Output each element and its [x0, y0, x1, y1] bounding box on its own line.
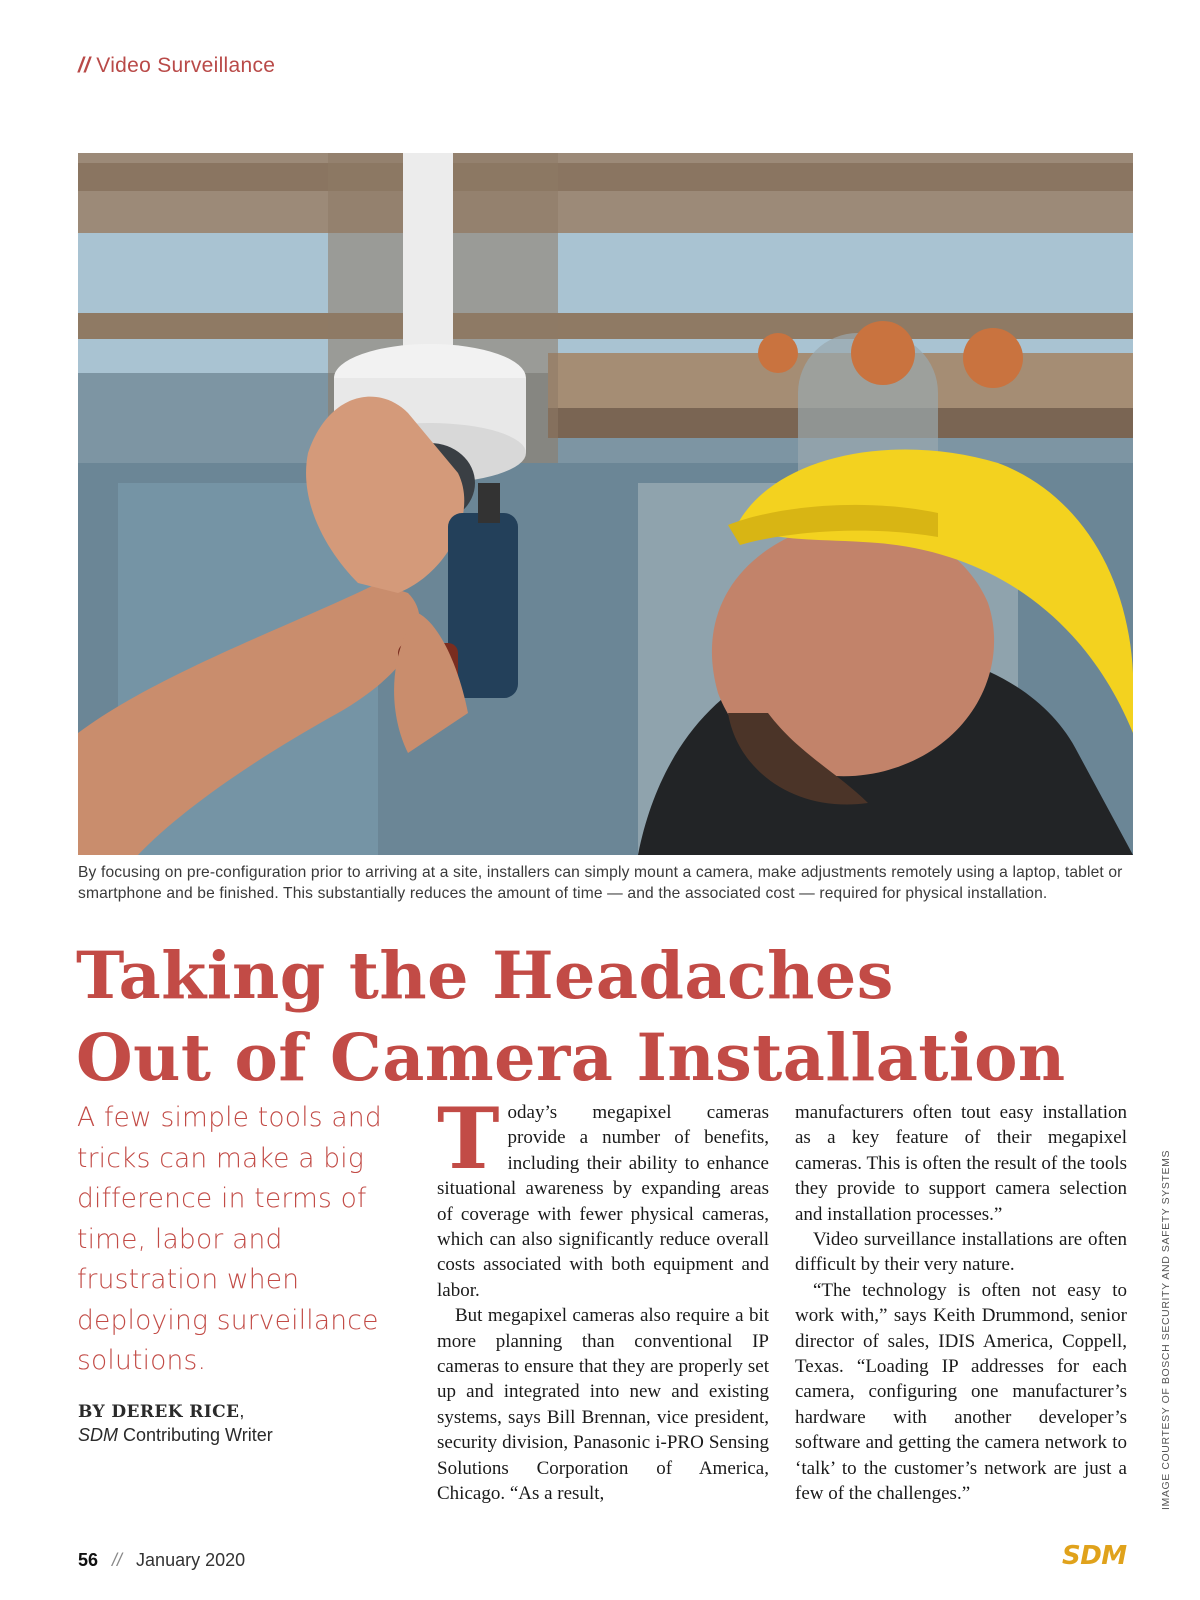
byline-comma: , [239, 1401, 245, 1421]
section-slashes: // [78, 54, 91, 77]
section-label: Video Surveillance [96, 54, 276, 77]
page-footer [78, 1550, 245, 1571]
photo-caption: By focusing on pre-configuration prior to arriving at a site, installers can simply mount a camera, make adjustments remotely using a laptop, tablet or smartphone and be finished. This substantially reduces the amount of time — and the associated cost — required for physical installation. [78, 864, 1123, 902]
paragraph: “The technology is often not easy to work with,” says Keith Drummond, senior director of sales, IDIS America, Coppell, Texas. “Loading IP addresses for each camera, configuring one manufacturer’s hardware with another developer’s software and getting the camera network to ‘talk’ to the customer’s network are just a few of the challenges.” [795, 1279, 1127, 1505]
article-photo [78, 153, 1133, 855]
paragraph: But megapixel cameras also require a bit more planning than conventional IP cameras to ensure that they are properly set up and integrated into new and existing systems, says Bill Brennan, vice president, security division, Panasonic i-PRO Sensing Solutions Corporation of America, Chicago. “As a result, [437, 1305, 769, 1505]
footer-separator: // [112, 1550, 123, 1570]
paragraph: Video surveillance installations are often difficult by their very nature. [795, 1229, 1127, 1276]
article-headline [76, 935, 1156, 1099]
paragraph [437, 1089, 769, 1303]
section-tag [78, 54, 275, 78]
byline-publication: SDM [78, 1425, 118, 1445]
byline [78, 1400, 408, 1447]
drop-cap: T [437, 1089, 500, 1188]
byline-role: Contributing Writer [118, 1425, 273, 1445]
body-column-1 [437, 1089, 769, 1507]
sdm-logo: SDM [1062, 1541, 1127, 1571]
byline-author: BY DEREK RICE [78, 1402, 240, 1422]
paragraph: manufacturers often tout easy installation as a key feature of their megapixel cameras. This is often the result of the tools they provide to support camera selection and installation processes.” [795, 1102, 1127, 1225]
installer-photo-illustration [78, 153, 1133, 855]
headline-line-1: Taking the Headaches [76, 938, 894, 1014]
issue-date: January 2020 [136, 1550, 246, 1570]
article-deck: A few simple tools and tricks can make a big difference in terms of time, labor and frustration when deploying surveillance solutions. [77, 1102, 382, 1376]
page-number: 56 [78, 1550, 99, 1570]
paragraph-text: oday’s megapixel cameras provide a number of benefits, including their ability to enhance situational awareness by expanding areas of coverage with fewer physical cameras, which can also significantly reduce overall costs associated with both equipment and labor. [437, 1102, 769, 1301]
headline-line-2: Out of Camera Installation [76, 1020, 1066, 1096]
image-credit: IMAGE COURTESY OF BOSCH SECURITY AND SAFETY SYSTEMS [1160, 1149, 1172, 1510]
body-column-2 [795, 1100, 1127, 1507]
